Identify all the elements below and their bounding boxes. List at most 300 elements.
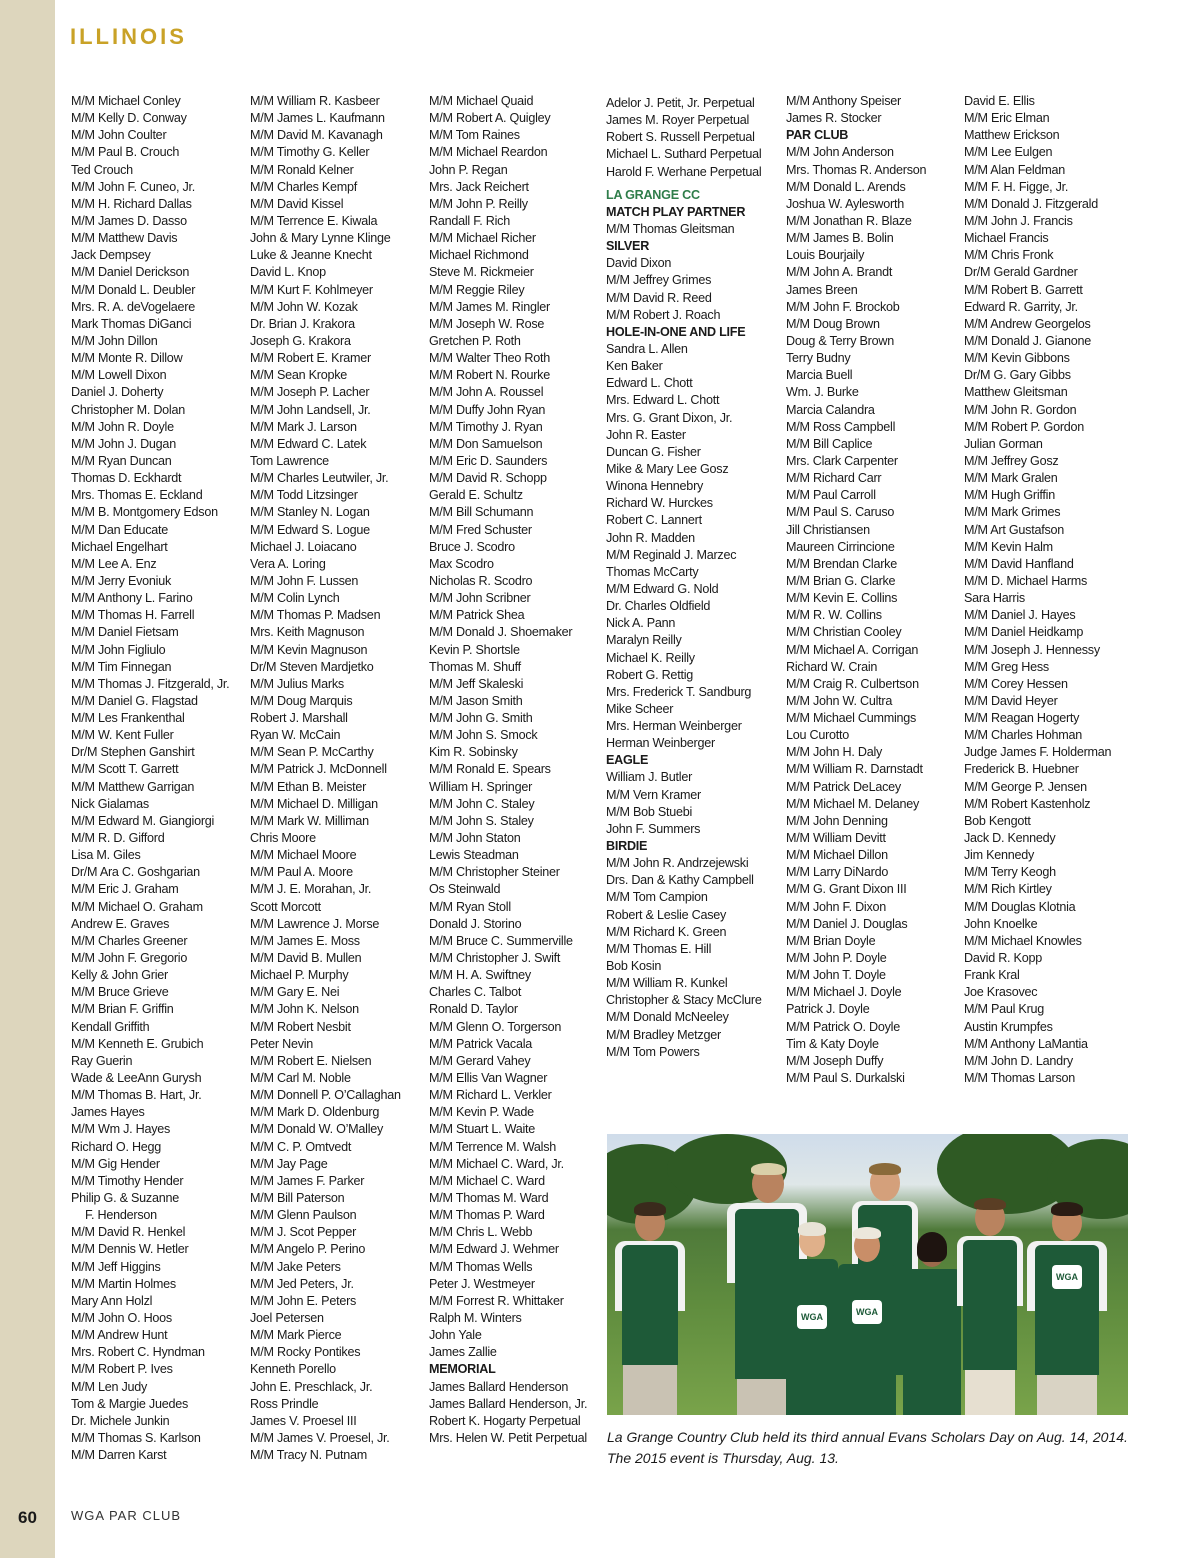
donor-name: M/M John C. Staley [429, 796, 535, 811]
donor-name: M/M John W. Cultra [786, 693, 893, 708]
donor-name: M/M John P. Doyle [786, 951, 887, 966]
donor-name: M/M Mark W. Milliman [250, 813, 369, 828]
donor-name: M/M Edward S. Logue [250, 522, 370, 537]
donor-name: Joe Krasovec [964, 985, 1038, 1000]
donor-name: David R. Kopp [964, 951, 1042, 966]
donor-name: M/M Andrew Hunt [71, 1328, 168, 1343]
donor-name: M/M Thomas Wells [429, 1259, 533, 1274]
donor-name: Austin Krumpfes [964, 1019, 1053, 1034]
donor-name: M/M Christopher Steiner [429, 865, 560, 880]
donor-name: M/M Bruce Grieve [71, 985, 169, 1000]
donor-name: M/M John R. Gordon [964, 402, 1077, 417]
donor-name: M/M Michael Moore [250, 848, 357, 863]
donor-name: Edward L. Chott [606, 376, 693, 391]
donor-name: M/M B. Montgomery Edson [71, 505, 218, 520]
donor-name: Doug & Terry Brown [786, 333, 894, 348]
donor-name: M/M Terry Keogh [964, 865, 1056, 880]
donor-name: M/M Duffy John Ryan [429, 402, 546, 417]
donor-name: Mrs. Helen W. Petit Perpetual [429, 1430, 587, 1445]
donor-name: M/M Glenn O. Torgerson [429, 1019, 562, 1034]
donor-name: F. Henderson [85, 1208, 157, 1223]
donor-name: M/M William Devitt [786, 831, 886, 846]
donor-name: M/M Sean Kropke [250, 368, 348, 383]
donor-name: M/M Richard Carr [786, 471, 882, 486]
donor-name: Adelor J. Petit, Jr. Perpetual [606, 96, 755, 110]
donor-name: M/M D. Michael Harms [964, 573, 1088, 588]
donor-name: M/M Robert J. Roach [606, 307, 721, 322]
donor-name: M/M John F. Lussen [250, 573, 359, 588]
donor-name: Michael L. Suthard Perpetual [606, 147, 762, 162]
donor-name: M/M John F. Cuneo, Jr. [71, 179, 195, 194]
donor-name: Lewis Steadman [429, 848, 519, 863]
donor-name: M/M Patrick Vacala [429, 1036, 533, 1051]
donor-name: M/M Sean P. McCarthy [250, 745, 374, 760]
donor-name: M/M Ryan Duncan [71, 453, 172, 468]
donor-name: M/M Les Frankenthal [71, 711, 185, 726]
donor-name: Charles C. Talbot [429, 985, 522, 1000]
donor-name: Mrs. Frederick T. Sandburg [606, 684, 752, 699]
donor-name: M/M John Figliulo [71, 642, 166, 657]
category-heading: MATCH PLAY PARTNER [606, 204, 746, 219]
donor-name: Randall F. Rich [429, 213, 510, 228]
donor-name: M/M Daniel Derickson [71, 265, 190, 280]
donor-name: M/M Brendan Clarke [786, 556, 897, 571]
donor-name: Tim & Katy Doyle [786, 1036, 879, 1051]
donor-name: M/M Michael C. Ward, Jr. [429, 1156, 564, 1171]
donor-name: Ross Prindle [250, 1396, 319, 1411]
donor-name: M/M Michael A. Corrigan [786, 642, 919, 657]
donor-name: Joseph G. Krakora [250, 333, 351, 348]
donor-name: M/M Bruce C. Summerville [429, 933, 573, 948]
donor-name: M/M William R. Kunkel [606, 976, 728, 991]
donor-name: M/M Thomas J. Fitzgerald, Jr. [71, 676, 230, 691]
donor-name: Mark Thomas DiGanci [71, 316, 192, 331]
donor-name: John P. Regan [429, 162, 508, 177]
donor-name: M/M David B. Mullen [250, 951, 362, 966]
donor-name: Michael J. Loiacano [250, 539, 357, 554]
donor-name: Bob Kengott [964, 813, 1031, 828]
donor-name: Steve M. Rickmeier [429, 265, 534, 280]
donor-name: Dr. Charles Oldfield [606, 599, 711, 614]
donor-name: Daniel J. Doherty [71, 385, 164, 400]
donor-name: M/M Charles Leutwiler, Jr. [250, 471, 389, 486]
donor-name: Robert C. Lannert [606, 513, 702, 528]
donor-name: Lisa M. Giles [71, 848, 141, 863]
donor-name: Bob Kosin [606, 959, 662, 974]
donor-name: Gerald E. Schultz [429, 488, 523, 503]
donor-name: M/M Gary E. Nei [250, 985, 340, 1000]
donor-name: M/M John H. Daly [786, 745, 883, 760]
donor-column-5 [786, 93, 962, 1087]
donor-name: Andrew E. Graves [71, 916, 170, 931]
donor-name: M/M Hugh Griffin [964, 488, 1055, 503]
donor-name: M/M H. A. Swiftney [429, 968, 531, 983]
donor-name: Max Scodro [429, 556, 494, 571]
donor-name: Scott Morcott [250, 899, 321, 914]
donor-name: Maureen Cirrincione [786, 539, 895, 554]
wga-bib-logo: WGA [852, 1300, 882, 1324]
donor-name: M/M Kevin P. Wade [429, 1105, 534, 1120]
donor-name: M/M Darren Karst [71, 1448, 167, 1463]
donor-name: M/M Glenn Paulson [250, 1208, 357, 1223]
donor-name: Patrick J. Doyle [786, 1002, 870, 1017]
donor-name: M/M Walter Theo Roth [429, 351, 550, 366]
donor-name: Michael P. Murphy [250, 968, 349, 983]
donor-name: Sandra L. Allen [606, 341, 688, 356]
donor-name: M/M John Scribner [429, 591, 531, 606]
donor-name: M/M Thomas P. Madsen [250, 608, 381, 623]
donor-name: M/M Joseph W. Rose [429, 316, 545, 331]
donor-name: M/M Jed Peters, Jr. [250, 1276, 354, 1291]
donor-name: Dr/M Ara C. Goshgarian [71, 865, 200, 880]
evans-scholars-photo [607, 1134, 1128, 1415]
donor-name: M/M Thomas E. Hill [606, 941, 712, 956]
donor-name: M/M Lowell Dixon [71, 368, 167, 383]
donor-name: M/M Paul Krug [964, 1002, 1045, 1017]
donor-name: M/M J. E. Morahan, Jr. [250, 882, 372, 897]
donor-name: Jack D. Kennedy [964, 831, 1056, 846]
donor-name: M/M Monte R. Dillow [71, 351, 183, 366]
donor-name: M/M Ross Campbell [786, 419, 896, 434]
donor-name: M/M Tom Campion [606, 890, 708, 905]
donor-name: M/M Lee A. Enz [71, 556, 157, 571]
donor-name: M/M Kurt F. Kohlmeyer [250, 282, 373, 297]
donor-name: Marcia Buell [786, 368, 853, 383]
donor-name: Ken Baker [606, 359, 663, 374]
donor-name: M/M Donald J. Shoemaker [429, 625, 573, 640]
donor-name: Dr. Brian J. Krakora [250, 316, 355, 331]
donor-name: Mike Scheer [606, 701, 674, 716]
donor-name: M/M Michael O. Graham [71, 899, 203, 914]
donor-name: M/M Robert P. Gordon [964, 419, 1085, 434]
donor-name: M/M Kevin Gibbons [964, 351, 1070, 366]
donor-name: William H. Springer [429, 779, 533, 794]
donor-name: James Ballard Henderson [429, 1379, 569, 1394]
donor-name: M/M Jake Peters [250, 1259, 341, 1274]
donor-name: M/M Jay Page [250, 1156, 328, 1171]
donor-name: M/M R. D. Gifford [71, 831, 165, 846]
donor-name: M/M David R. Henkel [71, 1225, 186, 1240]
donor-name: M/M Matthew Davis [71, 231, 178, 246]
donor-name: M/M Joseph P. Lacher [250, 385, 370, 400]
donor-name: James Breen [786, 282, 858, 297]
donor-name: M/M Christopher J. Swift [429, 951, 561, 966]
donor-name: M/M Donnell P. O’Callaghan [250, 1088, 401, 1103]
donor-name: M/M Anthony LaMantia [964, 1036, 1088, 1051]
donor-name: Frank Kral [964, 968, 1020, 983]
donor-name: M/M David M. Kavanagh [250, 128, 383, 143]
donor-name: M/M John F. Brockob [786, 299, 900, 314]
donor-name: Mike & Mary Lee Gosz [606, 461, 729, 476]
donor-name: M/M Lawrence J. Morse [250, 916, 380, 931]
donor-name: M/M Stuart L. Waite [429, 1122, 536, 1137]
donor-name: M/M John Dillon [71, 333, 158, 348]
donor-name: M/M Don Samuelson [429, 436, 543, 451]
donor-name: M/M John T. Doyle [786, 968, 886, 983]
donor-name: M/M Corey Hessen [964, 676, 1068, 691]
donor-name: M/M Edward C. Latek [250, 436, 367, 451]
donor-name: M/M Christian Cooley [786, 625, 902, 640]
donor-name: Dr/M Stephen Ganshirt [71, 745, 195, 760]
donor-name: Thomas M. Shuff [429, 659, 521, 674]
donor-name: M/M David Heyer [964, 693, 1058, 708]
donor-name: Kim R. Sobinsky [429, 745, 518, 760]
donor-name: M/M Bill Caplice [786, 436, 873, 451]
donor-name: James R. Stocker [786, 111, 882, 126]
donor-name: Robert K. Hogarty Perpetual [429, 1413, 581, 1428]
donor-name: M/M Robert B. Garrett [964, 282, 1083, 297]
donor-name: M/M Tracy N. Putnam [250, 1448, 368, 1463]
donor-name: M/M John O. Hoos [71, 1310, 172, 1325]
donor-name: Marcia Calandra [786, 402, 875, 417]
donor-name: M/M John G. Smith [429, 711, 533, 726]
donor-name: James V. Proesel III [250, 1413, 357, 1428]
donor-name: M/M Thomas M. Ward [429, 1191, 549, 1205]
donor-name: M/M Paul S. Durkalski [786, 1071, 905, 1086]
donor-name: M/M Ronald E. Spears [429, 762, 551, 777]
donor-name: M/M Jeff Higgins [71, 1259, 161, 1274]
donor-name: Kendall Griffith [71, 1019, 150, 1034]
donor-name: M/M Douglas Klotnia [964, 899, 1076, 914]
donor-name: Sara Harris [964, 591, 1025, 606]
donor-name: Dr. Michele Junkin [71, 1413, 170, 1428]
donor-name: M/M Michael Conley [71, 94, 181, 108]
donor-name: M/M Charles Kempf [250, 179, 358, 194]
donor-name: M/M Paul S. Caruso [786, 505, 895, 520]
donor-name: M/M Donald J. Gianone [964, 333, 1092, 348]
donor-name: M/M Jason Smith [429, 693, 523, 708]
donor-name: M/M Thomas H. Farrell [71, 608, 195, 623]
donor-name: Robert & Leslie Casey [606, 907, 727, 922]
donor-name: Kevin P. Shortsle [429, 642, 520, 657]
donor-name: M/M Mark Gralen [964, 471, 1058, 486]
donor-name: Drs. Dan & Kathy Campbell [606, 873, 754, 888]
page-sidebar [0, 0, 55, 1558]
donor-name: M/M Tom Powers [606, 1044, 700, 1059]
donor-name: Terry Budny [786, 351, 851, 366]
donor-name: M/M Reggie Riley [429, 282, 525, 297]
donor-name: M/M Robert Nesbit [250, 1019, 351, 1034]
donor-name: M/M Donald McNeeley [606, 1010, 729, 1025]
donor-name: M/M Mark D. Oldenburg [250, 1105, 380, 1120]
donor-name: Joel Petersen [250, 1310, 324, 1325]
donor-name: Michael Francis [964, 231, 1049, 246]
donor-name: Robert G. Rettig [606, 667, 693, 682]
donor-name: Matthew Gleitsman [964, 385, 1068, 400]
donor-name: John F. Summers [606, 821, 701, 836]
donor-name: M/M John Denning [786, 813, 888, 828]
donor-name: M/M H. Richard Dallas [71, 196, 192, 211]
donor-name: M/M Michael Quaid [429, 94, 534, 108]
donor-name: Thomas D. Eckhardt [71, 471, 182, 486]
donor-name: M/M John S. Staley [429, 813, 534, 828]
donor-name: M/M Brian Doyle [786, 933, 876, 948]
donor-name: Mrs. Edward L. Chott [606, 393, 720, 408]
donor-name: Ted Crouch [71, 162, 133, 177]
donor-column-3 [429, 93, 605, 1447]
donor-name: Os Steinwald [429, 882, 501, 897]
donor-name: Edward R. Garrity, Jr. [964, 299, 1078, 314]
donor-name: Richard O. Hegg [71, 1139, 162, 1154]
photo-caption: La Grange Country Club held its third annual Evans Scholars Day on Aug. 14, 2014. The 2015 event is Thursday, Aug. 13. [607, 1429, 1128, 1466]
donor-name: M/M Daniel J. Hayes [964, 608, 1076, 623]
donor-name: M/M Jeffrey Grimes [606, 273, 712, 288]
donor-name: M/M Carl M. Noble [250, 1071, 351, 1086]
donor-name: Dr/M Steven Mardjetko [250, 659, 374, 674]
donor-name: M/M Richard K. Green [606, 924, 727, 939]
donor-name: Mrs. Clark Carpenter [786, 453, 898, 468]
category-heading: HOLE-IN-ONE AND LIFE [606, 324, 746, 339]
donor-name: M/M John Landsell, Jr. [250, 402, 371, 417]
donor-name: M/M Ethan B. Meister [250, 779, 367, 794]
donor-name: M/M Patrick O. Doyle [786, 1019, 900, 1034]
donor-name: M/M David R. Schopp [429, 471, 547, 486]
donor-name: M/M Jeffrey Gosz [964, 453, 1059, 468]
donor-name: Christopher & Stacy McClure [606, 993, 762, 1008]
donor-name: M/M Ronald Kelner [250, 162, 354, 177]
donor-name: M/M Todd Litzsinger [250, 488, 358, 503]
donor-name: Ralph M. Winters [429, 1310, 522, 1325]
donor-name: M/M Stanley N. Logan [250, 505, 370, 520]
donor-name: M/M Ryan Stoll [429, 899, 511, 914]
donor-name: M/M John K. Nelson [250, 1002, 359, 1017]
donor-name: Dr/M G. Gary Gibbs [964, 368, 1071, 383]
donor-name: Wm. J. Burke [786, 385, 859, 400]
donor-name: M/M John F. Dixon [786, 899, 887, 914]
donor-name: M/M James E. Moss [250, 933, 360, 948]
donor-name: M/M John J. Dugan [71, 436, 176, 451]
donor-name: Kelly & John Grier [71, 968, 168, 983]
donor-name: M/M Angelo P. Perino [250, 1242, 366, 1257]
donor-name: M/M Daniel G. Flagstad [71, 693, 198, 708]
donor-name: M/M Michael C. Ward [429, 1173, 545, 1188]
donor-name: M/M Michael Reardon [429, 145, 548, 160]
donor-name: Mrs. Keith Magnuson [250, 625, 365, 640]
donor-name: M/M Greg Hess [964, 659, 1049, 674]
wga-bib-logo: WGA [797, 1305, 827, 1329]
donor-name: John Knoelke [964, 916, 1038, 931]
donor-name: Michael K. Reilly [606, 650, 695, 665]
donor-name: M/M Reagan Hogerty [964, 711, 1080, 726]
category-heading: SILVER [606, 239, 650, 254]
section-title: ILLINOIS [70, 24, 187, 49]
donor-name: Peter Nevin [250, 1036, 314, 1051]
donor-name: Ray Guerin [71, 1053, 133, 1068]
donor-name: M/M Alan Feldman [964, 162, 1065, 177]
donor-name: John R. Easter [606, 427, 686, 442]
donor-name: Tom & Margie Juedes [71, 1396, 189, 1411]
donor-name: Frederick B. Huebner [964, 762, 1079, 777]
donor-name: M/M Timothy Hender [71, 1173, 184, 1188]
donor-name: M/M David Hanfland [964, 556, 1074, 571]
donor-name: M/M John P. Reilly [429, 196, 528, 211]
donor-name: M/M Rocky Pontikes [250, 1345, 361, 1360]
donor-name: John & Mary Lynne Klinge [250, 231, 391, 246]
donor-name: John E. Preschlack, Jr. [250, 1379, 373, 1394]
donor-column-2 [250, 93, 426, 1464]
donor-name: M/M John S. Smock [429, 728, 538, 743]
donor-name: M/M James M. Ringler [429, 299, 550, 314]
donor-name: Michael Engelhart [71, 539, 168, 554]
donor-name: M/M John Staton [429, 831, 521, 846]
donor-name: M/M Art Gustafson [964, 522, 1065, 537]
donor-name: Vera A. Loring [250, 556, 326, 571]
donor-name: M/M Robert E. Kramer [250, 351, 371, 366]
donor-name: M/M Chris L. Webb [429, 1225, 533, 1240]
donor-name: M/M James F. Parker [250, 1173, 365, 1188]
donor-name: Richard W. Crain [786, 659, 878, 674]
donor-name: M/M Michael D. Milligan [250, 796, 378, 811]
donor-name: M/M Thomas S. Karlson [71, 1430, 201, 1445]
donor-name: Michael Richmond [429, 248, 529, 263]
donor-name: M/M John Coulter [71, 128, 167, 143]
donor-name: M/M Gerard Vahey [429, 1053, 531, 1068]
donor-name: M/M Reginald J. Marzec [606, 547, 737, 562]
donor-name: M/M Donald J. Fitzgerald [964, 196, 1098, 211]
donor-name: M/M Donald L. Arends [786, 179, 906, 194]
donor-name: Nicholas R. Scodro [429, 573, 533, 588]
donor-name: M/M Michael Knowles [964, 933, 1082, 948]
donor-name: M/M Dan Educate [71, 522, 169, 537]
donor-name: M/M Michael Dillon [786, 848, 888, 863]
donor-name: Mrs. Jack Reichert [429, 179, 529, 194]
donor-name: M/M Robert N. Rourke [429, 368, 550, 383]
donor-name: M/M Bill Schumann [429, 505, 534, 520]
donor-name: M/M John R. Doyle [71, 419, 174, 434]
donor-name: M/M Edward M. Giangiorgi [71, 813, 215, 828]
donor-name: M/M Eric J. Graham [71, 882, 179, 897]
donor-name: M/M Len Judy [71, 1379, 148, 1394]
donor-name: Mrs. Thomas E. Eckland [71, 488, 203, 503]
donor-name: M/M Thomas Larson [964, 1071, 1075, 1086]
donor-name: M/M Ellis Van Wagner [429, 1071, 548, 1086]
donor-name: M/M Thomas P. Ward [429, 1208, 545, 1223]
donor-name: M/M Thomas B. Hart, Jr. [71, 1088, 202, 1103]
donor-name: M/M Patrick J. McDonnell [250, 762, 387, 777]
donor-name: Tom Lawrence [250, 453, 329, 468]
donor-name: Mrs. R. A. deVogelaere [71, 299, 196, 314]
donor-name: Luke & Jeanne Knecht [250, 248, 372, 263]
donor-name: M/M William R. Darnstadt [786, 762, 923, 777]
donor-name: Donald J. Storino [429, 916, 522, 931]
donor-name: M/M Jerry Evoniuk [71, 573, 172, 588]
donor-name: M/M Lee Eulgen [964, 145, 1053, 160]
donor-name: M/M Thomas Gleitsman [606, 221, 735, 236]
donor-name: M/M Julius Marks [250, 676, 344, 691]
donor-name: M/M Edward G. Nold [606, 581, 719, 596]
donor-name: Peter J. Westmeyer [429, 1276, 535, 1291]
donor-name: M/M Martin Holmes [71, 1276, 176, 1291]
donor-name: M/M Charles Greener [71, 933, 188, 948]
donor-name: Judge James F. Holderman [964, 745, 1112, 760]
donor-name: Mary Ann Holzl [71, 1293, 153, 1308]
donor-name: M/M Patrick DeLacey [786, 779, 901, 794]
donor-name: M/M F. H. Figge, Jr. [964, 179, 1069, 194]
donor-name: M/M Colin Lynch [250, 591, 340, 606]
donor-name: M/M Terrence E. Kiwala [250, 213, 378, 228]
donor-name: John R. Madden [606, 530, 695, 545]
donor-name: David E. Ellis [964, 94, 1035, 108]
donor-name: M/M John D. Landry [964, 1053, 1073, 1068]
donor-name: M/M Larry DiNardo [786, 865, 889, 880]
donor-name: M/M Fred Schuster [429, 522, 532, 537]
donor-column-4 [606, 95, 782, 1061]
category-heading: PAR CLUB [786, 128, 849, 143]
donor-name: James M. Royer Perpetual [606, 113, 750, 128]
donor-name: M/M Patrick Shea [429, 608, 525, 623]
donor-name: Wade & LeeAnn Gurysh [71, 1071, 202, 1086]
donor-name: M/M G. Grant Dixon III [786, 882, 907, 897]
